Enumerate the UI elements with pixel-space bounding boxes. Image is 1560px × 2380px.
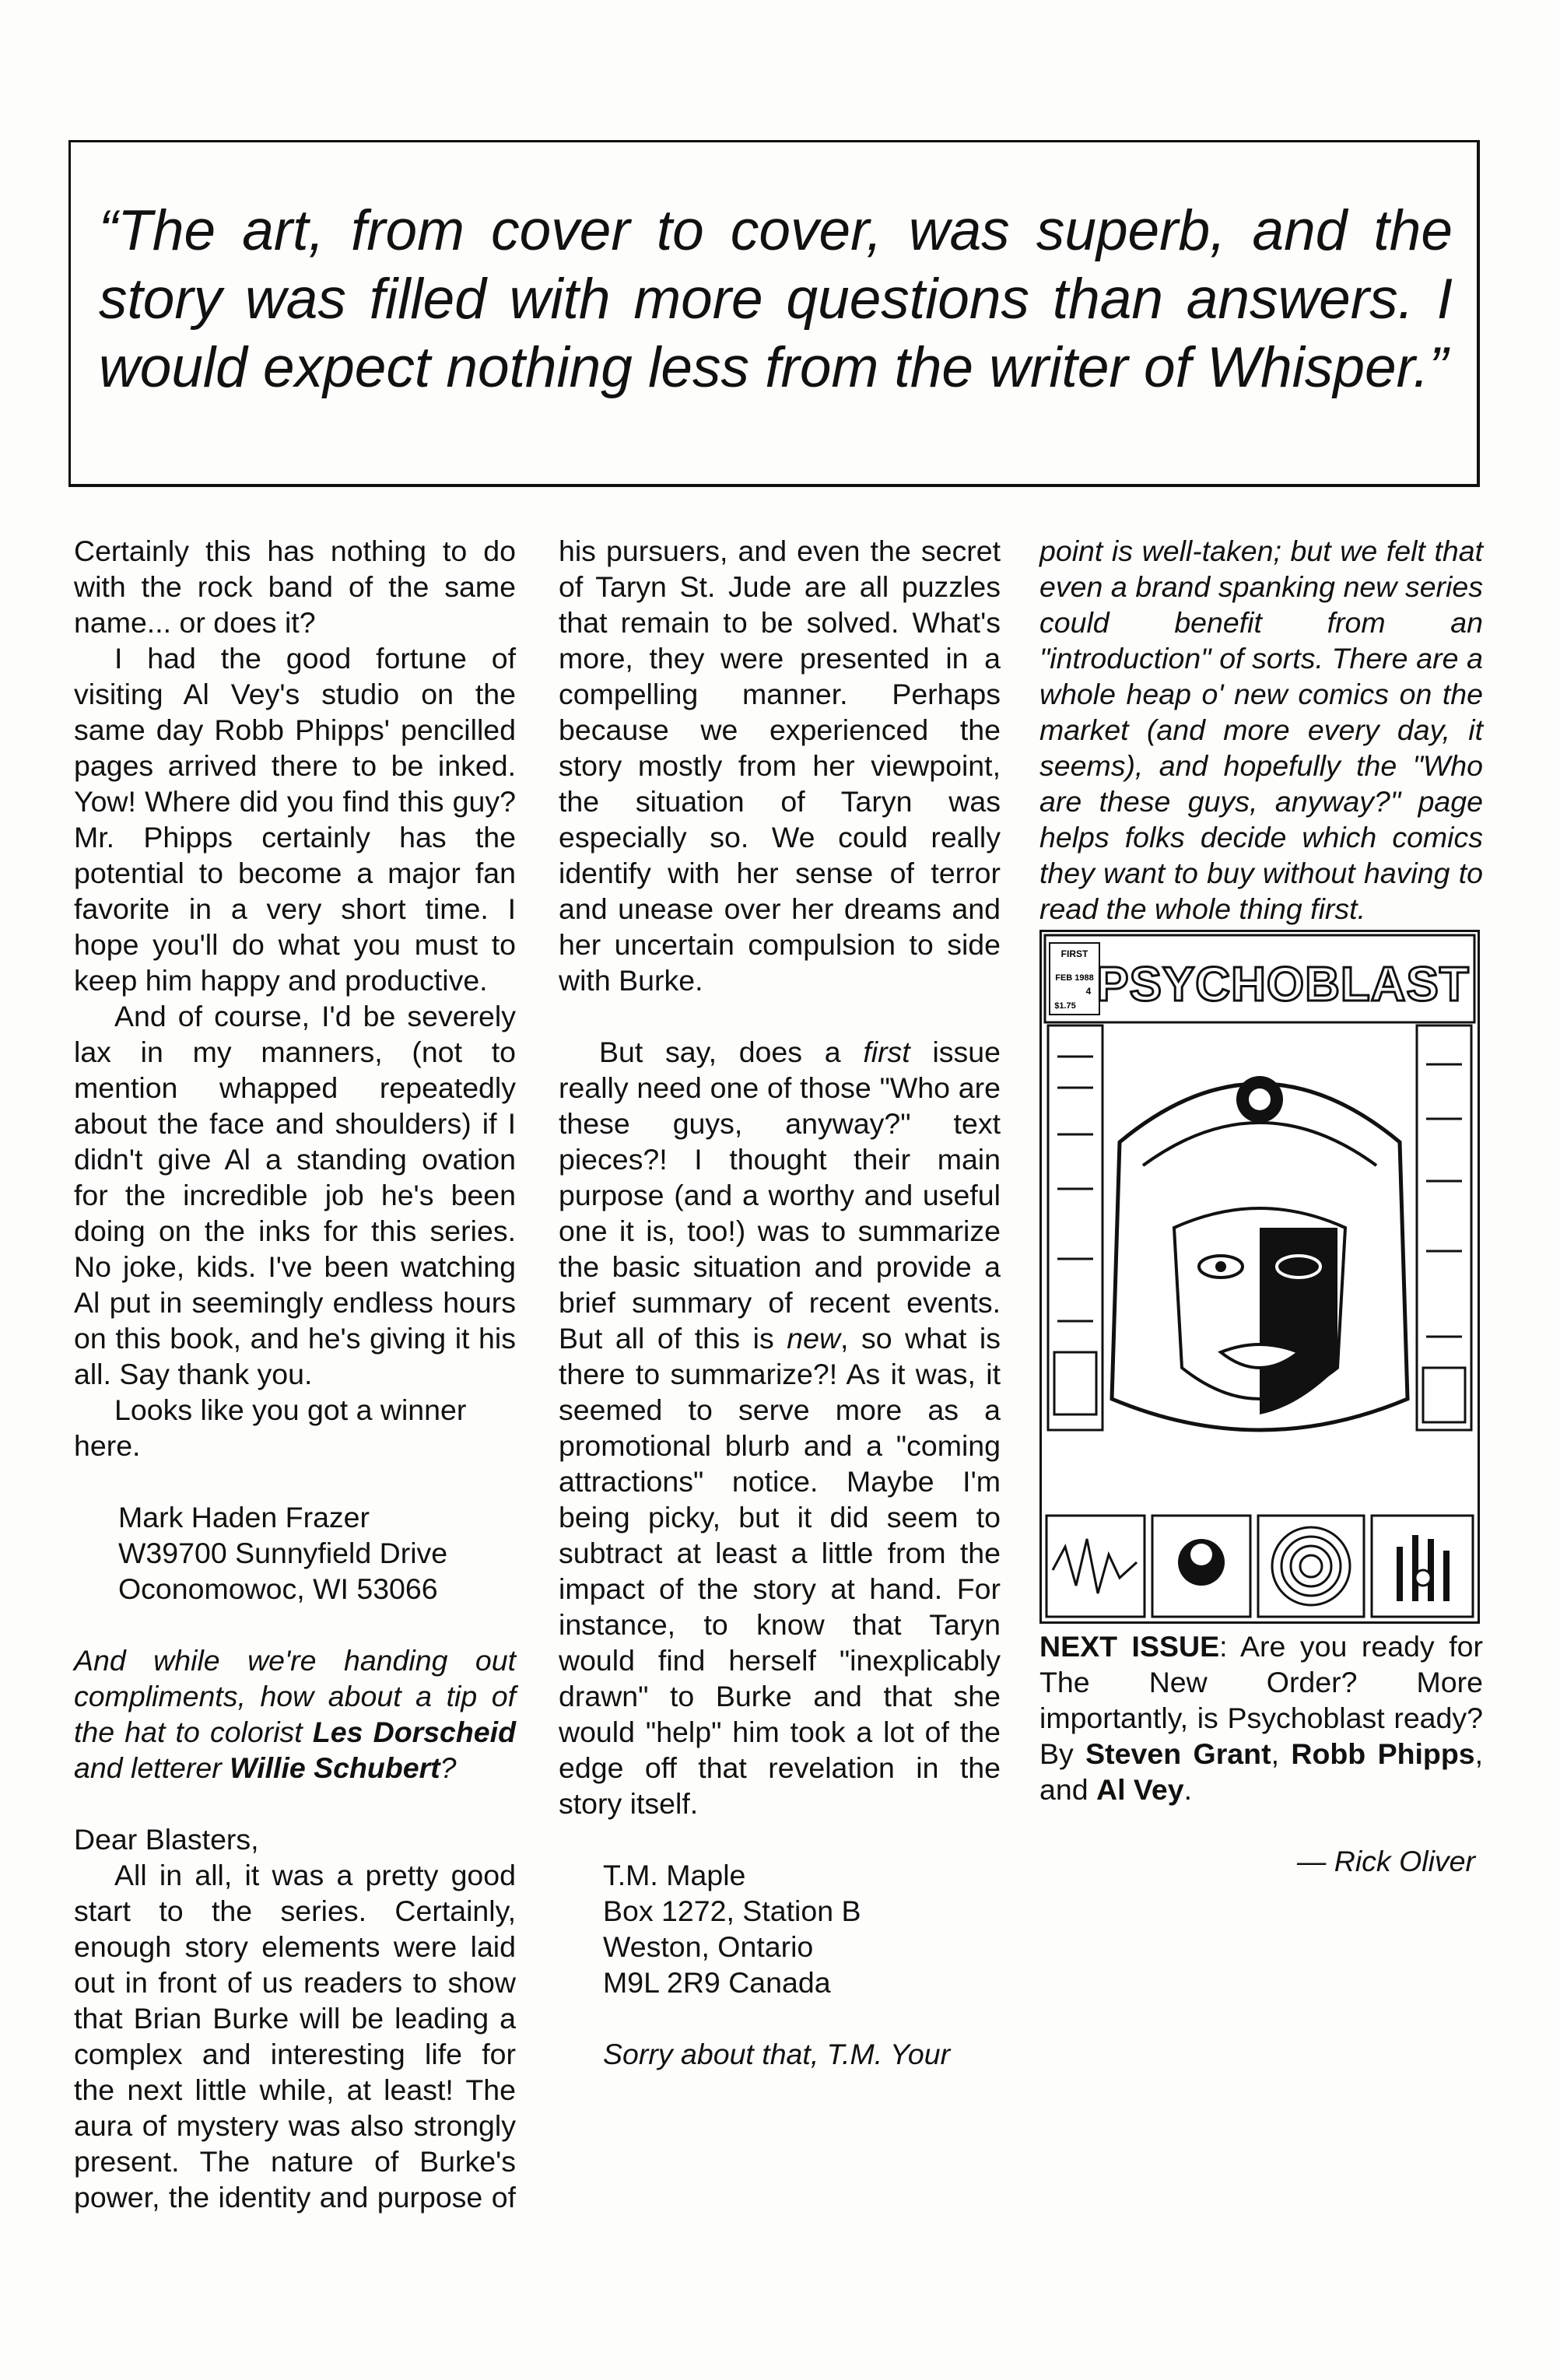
next-issue-sep2: , and	[1039, 1737, 1484, 1806]
column-2	[559, 533, 1001, 2072]
cover-issue-number: 4	[1085, 986, 1092, 997]
next-issue-end: .	[1183, 1773, 1192, 1806]
next-issue-sep1: ,	[1271, 1737, 1292, 1770]
editor-reply-1	[74, 1642, 516, 1786]
letter1-author-name: Mark Haden Frazer	[118, 1501, 370, 1534]
colorist-name: Les Dorscheid	[312, 1716, 516, 1748]
letter2-city: Weston, Ontario	[603, 1930, 814, 1963]
cover-publisher: FIRST	[1060, 948, 1088, 959]
next-issue-writer: Steven Grant	[1085, 1737, 1271, 1770]
letter2-box: Box 1272, Station B	[603, 1895, 861, 1927]
next-issue-inker: Al Vey	[1096, 1773, 1184, 1806]
letter1-paragraph-1: Certainly this has nothing to do with the rock band of the same name... or does it?	[74, 535, 516, 639]
letter2-salutation: Dear Blasters,	[74, 1823, 259, 1856]
reply1-mid: and letterer	[74, 1751, 230, 1784]
column-1	[74, 533, 516, 2215]
reply1-lead: And while we're handing out compliments, how about a tip of the hat to colorist	[74, 1644, 516, 1748]
pull-quote-text: “The art, from cover to cover, was superb, and the story was filled with more questions than answers. I would expect nothing less from the writer of Whisper.”	[99, 199, 1453, 399]
letter2-p2-b: issue really need one of those "Who are these guys, anyway?" text pieces?! I thought their main purpose (and a worthy and useful one it is, too!) was to summarize the basic situation and provide a brief summary of recent events. But all of this is	[559, 1036, 1001, 1355]
editor-signature: — Rick Oliver	[1296, 1845, 1475, 1877]
letter2-p2-new: new	[787, 1322, 841, 1355]
cover-price: $1.75	[1054, 1001, 1076, 1011]
letter2-p2-first: first	[863, 1036, 910, 1068]
pull-quote-box	[68, 140, 1480, 487]
next-issue-label: NEXT ISSUE	[1039, 1630, 1220, 1663]
letter1-city: Oconomowoc, WI 53066	[118, 1572, 438, 1605]
cover-art	[1042, 932, 1478, 1621]
letter2-p2-a: But say, does a	[599, 1036, 864, 1068]
letterer-name: Willie Schubert	[230, 1751, 440, 1784]
letter2-p1-continuation: his pursuers, and even the secret of Taryn St. Jude are all puzzles that remain to be solved. What's more, they were presented in a compelling manner. Perhaps because we experienced the story mostly from her viewpoint, the situation of Taryn was especially so. We could really identify with her sense of terror and unease over her dreams and her uncertain compulsion to side with Burke.	[559, 535, 1001, 997]
editor-reply-2-start: Sorry about that, T.M. Your	[603, 2038, 951, 2070]
cover-title: PSYCHOBLAST	[1096, 958, 1470, 1011]
letter2-paragraph-1: All in all, it was a pretty good start to the series. Certainly, enough story elements were laid out in front of us readers to show that Brian Burke will be leading a complex and interesting life for the next little while, at least! The aura of mystery was also strongly present. The nature of Burke's power, the identity and purpose of	[74, 1859, 516, 2214]
reply1-end: ?	[440, 1751, 457, 1784]
letter2-address	[559, 1857, 1001, 2000]
letter2-p2-c: , so what is there to summarize?! As it was, it seemed to serve more as a promotional blurb and a "coming attractions" notice. Maybe I'm being picky, but it did seem to subtract at least a little from the impact of the story at hand. For instance, to know that Taryn would find herself "inexplicably drawn" to Burke and that she would "help" him took a lot of the edge off that revelation in the story itself.	[559, 1322, 1001, 1820]
letter1-paragraph-4: Looks like you got a winner here.	[74, 1393, 467, 1462]
letter1-paragraph-2: I had the good fortune of visiting Al Vey's studio on the same day Robb Phipps' pencilled pages arrived there to be inked. Yow! Where did you find this guy? Mr. Phipps certainly has the potential to become a major fan favorite in a very short time. I hope you'll do what you must to keep him happy and productive.	[74, 642, 516, 997]
letter1-paragraph-3: And of course, I'd be severely lax in my manners, (not to mention whapped repeatedly about the face and shoulders) if I didn't give Al a standing ovation for the incredible job he's been doing on the inks for this series. No joke, kids. I've been watching Al put in seemingly endless hours on this book, and he's giving it his all. Say thank you.	[74, 1000, 516, 1390]
letter2-paragraph-2	[559, 1034, 1001, 1821]
letter2-paragraph-1-continued	[559, 533, 1001, 1034]
cover-date: FEB 1988	[1055, 973, 1094, 983]
letter2-author-name: T.M. Maple	[603, 1859, 746, 1891]
letter1-street: W39700 Sunnyfield Drive	[118, 1537, 448, 1569]
next-issue-blurb	[1039, 1628, 1483, 1807]
next-issue-cover-image	[1039, 930, 1480, 1624]
next-issue-penciller: Robb Phipps	[1291, 1737, 1475, 1770]
letter1-address	[74, 1499, 516, 1607]
letter2-postal: M9L 2R9 Canada	[603, 1966, 831, 1999]
column-3	[1039, 533, 1483, 1879]
editor-reply-2-continued: point is well-taken; but we felt that even a brand spanking new series could benefit from an "introduction" of sorts. There are a whole heap o' new comics on the market (and more every day, it seems), and hopefully the "Who are these guys, anyway?" page helps folks decide which comics they want to buy without having to read the whole thing first.	[1039, 535, 1483, 925]
next-issue-text: : Are you ready for The New Order? More importantly, is Psychoblast ready? By	[1039, 1630, 1483, 1770]
